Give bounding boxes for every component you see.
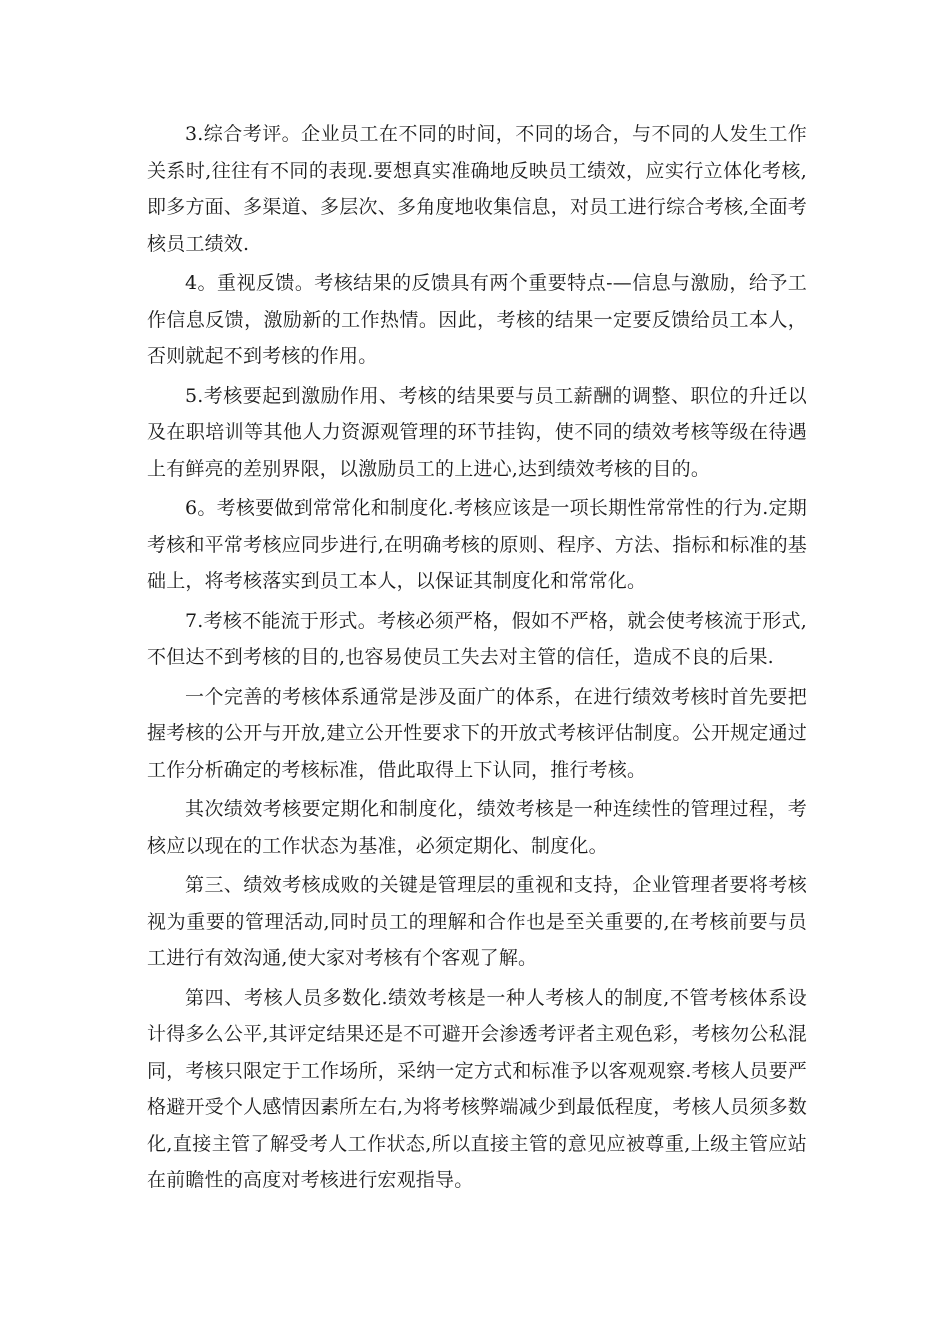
- document-body: [147, 116, 807, 1199]
- paragraph-not-formality: 7.考核不能流于形式。考核必须严格，假如不严格，就会使考核流于形式,不但达不到考核的目的,也容易使员工失去对主管的信任，造成不良的后果.: [147, 609, 807, 668]
- paragraph-multiple-raters: 第四、考核人员多数化.绩效考核是一种人考核人的制度,不管考核体系设计得多么公平,其评定结果还是不可避开会渗透考评者主观色彩，考核勿公私混同，考核只限定于工作场所，采纳一定方式和标准予以客观观察.考核人员要严格避开受个人感情因素所左右,为将考核弊端减少到最低程度，考核人员须多数化,直接主管了解受考人工作状态,所以直接主管的意见应被尊重,上级主管应站在前瞻性的高度对考核进行宏观指导。: [147, 986, 807, 1191]
- paragraph-feedback: 4。重视反馈。考核结果的反馈具有两个重要特点-—信息与激励，给予工作信息反馈，激励新的工作热情。因此，考核的结果一定要反馈给员工本人，否则就起不到考核的作用。: [147, 272, 807, 367]
- paragraph-open-system: 一个完善的考核体系通常是涉及面广的体系，在进行绩效考核时首先要把握考核的公开与开放,建立公开性要求下的开放式考核评估制度。公开规定通过工作分析确定的考核标准，借此取得上下认同，推行考核。: [147, 685, 807, 781]
- paragraph-management-support: 第三、绩效考核成败的关键是管理层的重视和支持，企业管理者要将考核视为重要的管理活动,同时员工的理解和合作也是至关重要的,在考核前要与员工进行有效沟通,使大家对考核有个客观了解。: [147, 874, 807, 969]
- paragraph-periodic: 其次绩效考核要定期化和制度化，绩效考核是一种连续性的管理过程，考核应以现在的工作状态为基准，必须定期化、制度化。: [147, 798, 807, 857]
- paragraph-regularization: 6。考核要做到常常化和制度化.考核应该是一项长期性常常性的行为.定期考核和平常考核应同步进行,在明确考核的原则、程序、方法、指标和标准的基础上，将考核落实到员工本人，以保证其制度化和常常化。: [147, 497, 807, 592]
- paragraph-incentive: 5.考核要起到激励作用、考核的结果要与员工薪酬的调整、职位的升迁以及在职培训等其他人力资源观管理的环节挂钩，使不同的绩效考核等级在待遇上有鲜亮的差别界限，以激励员工的上进心,达到绩效考核的目的。: [147, 384, 807, 480]
- paragraph-comprehensive-evaluation: 3.综合考评。企业员工在不同的时间，不同的场合，与不同的人发生工作关系时,往往有不同的表现.要想真实准确地反映员工绩效，应实行立体化考核,即多方面、多渠道、多层次、多角度地收集信息，对员工进行综合考核,全面考核员工绩效.: [147, 123, 807, 255]
